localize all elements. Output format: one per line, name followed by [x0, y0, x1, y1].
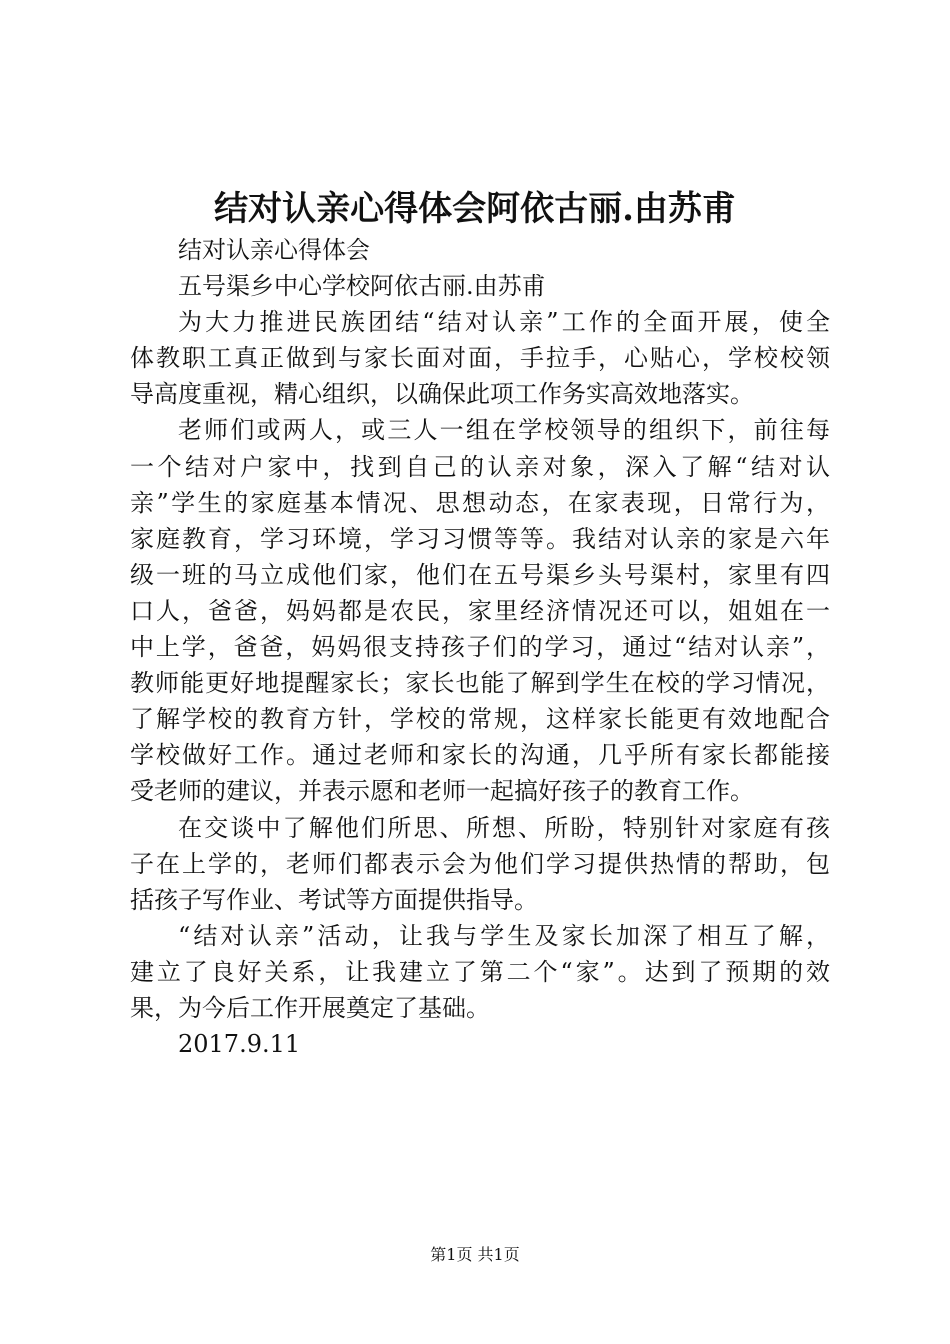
paragraph-line: “结对认亲”活动，让我与学生及家长加深了相互了解，	[178, 921, 830, 950]
paragraph-line: 子在上学的，老师们都表示会为他们学习提供热情的帮助，包	[130, 849, 830, 878]
paragraph-line: 家庭教育，学习环境，学习习惯等等。我结对认亲的家是六年	[130, 524, 830, 553]
paragraph-line: 括孩子写作业、考试等方面提供指导。	[130, 885, 538, 914]
paragraph-line: 中上学，爸爸，妈妈很支持孩子们的学习，通过“结对认亲”，	[130, 633, 830, 662]
paragraph-line: 级一班的马立成他们家，他们在五号渠乡头号渠村，家里有四	[130, 560, 830, 589]
author-line: 五号渠乡中心学校阿依古丽.由苏甫	[178, 272, 546, 301]
paragraph-line: 建立了良好关系，让我建立了第二个“家”。达到了预期的效	[130, 957, 830, 986]
paragraph-line: 了解学校的教育方针，学校的常规，这样家长能更有效地配合	[130, 705, 830, 734]
date-line: 2017.9.11	[178, 1030, 301, 1059]
paragraph-line: 亲”学生的家庭基本情况、思想动态，在家表现，日常行为，	[130, 488, 830, 517]
document-body	[130, 232, 830, 1062]
page-number-footer: 第1页 共1页	[430, 1245, 520, 1264]
paragraph-line: 一个结对户家中，找到自己的认亲对象，深入了解“结对认	[130, 452, 830, 481]
paragraph-line: 体教职工真正做到与家长面对面，手拉手，心贴心，学校校领	[130, 344, 830, 373]
paragraph-line: 口人，爸爸，妈妈都是农民，家里经济情况还可以，姐姐在一	[130, 596, 830, 625]
paragraph-line: 学校做好工作。通过老师和家长的沟通，几乎所有家长都能接	[130, 741, 830, 770]
subtitle-line: 结对认亲心得体会	[178, 236, 370, 264]
document-title: 结对认亲心得体会阿依古丽.由苏甫	[214, 189, 736, 229]
paragraph-line: 在交谈中了解他们所思、所想、所盼，特别针对家庭有孩	[178, 813, 830, 842]
paragraph-line: 教师能更好地提醒家长；家长也能了解到学生在校的学习情况，	[130, 669, 830, 698]
paragraph-line: 老师们或两人，或三人一组在学校领导的组织下，前往每	[178, 416, 830, 445]
paragraph-line: 为大力推进民族团结“结对认亲”工作的全面开展，使全	[178, 308, 830, 337]
paragraph-line: 果，为今后工作开展奠定了基础。	[130, 993, 490, 1022]
paragraph-line: 导高度重视，精心组织，以确保此项工作务实高效地落实。	[130, 380, 754, 409]
paragraph-line: 受老师的建议，并表示愿和老师一起搞好孩子的教育工作。	[130, 777, 754, 806]
